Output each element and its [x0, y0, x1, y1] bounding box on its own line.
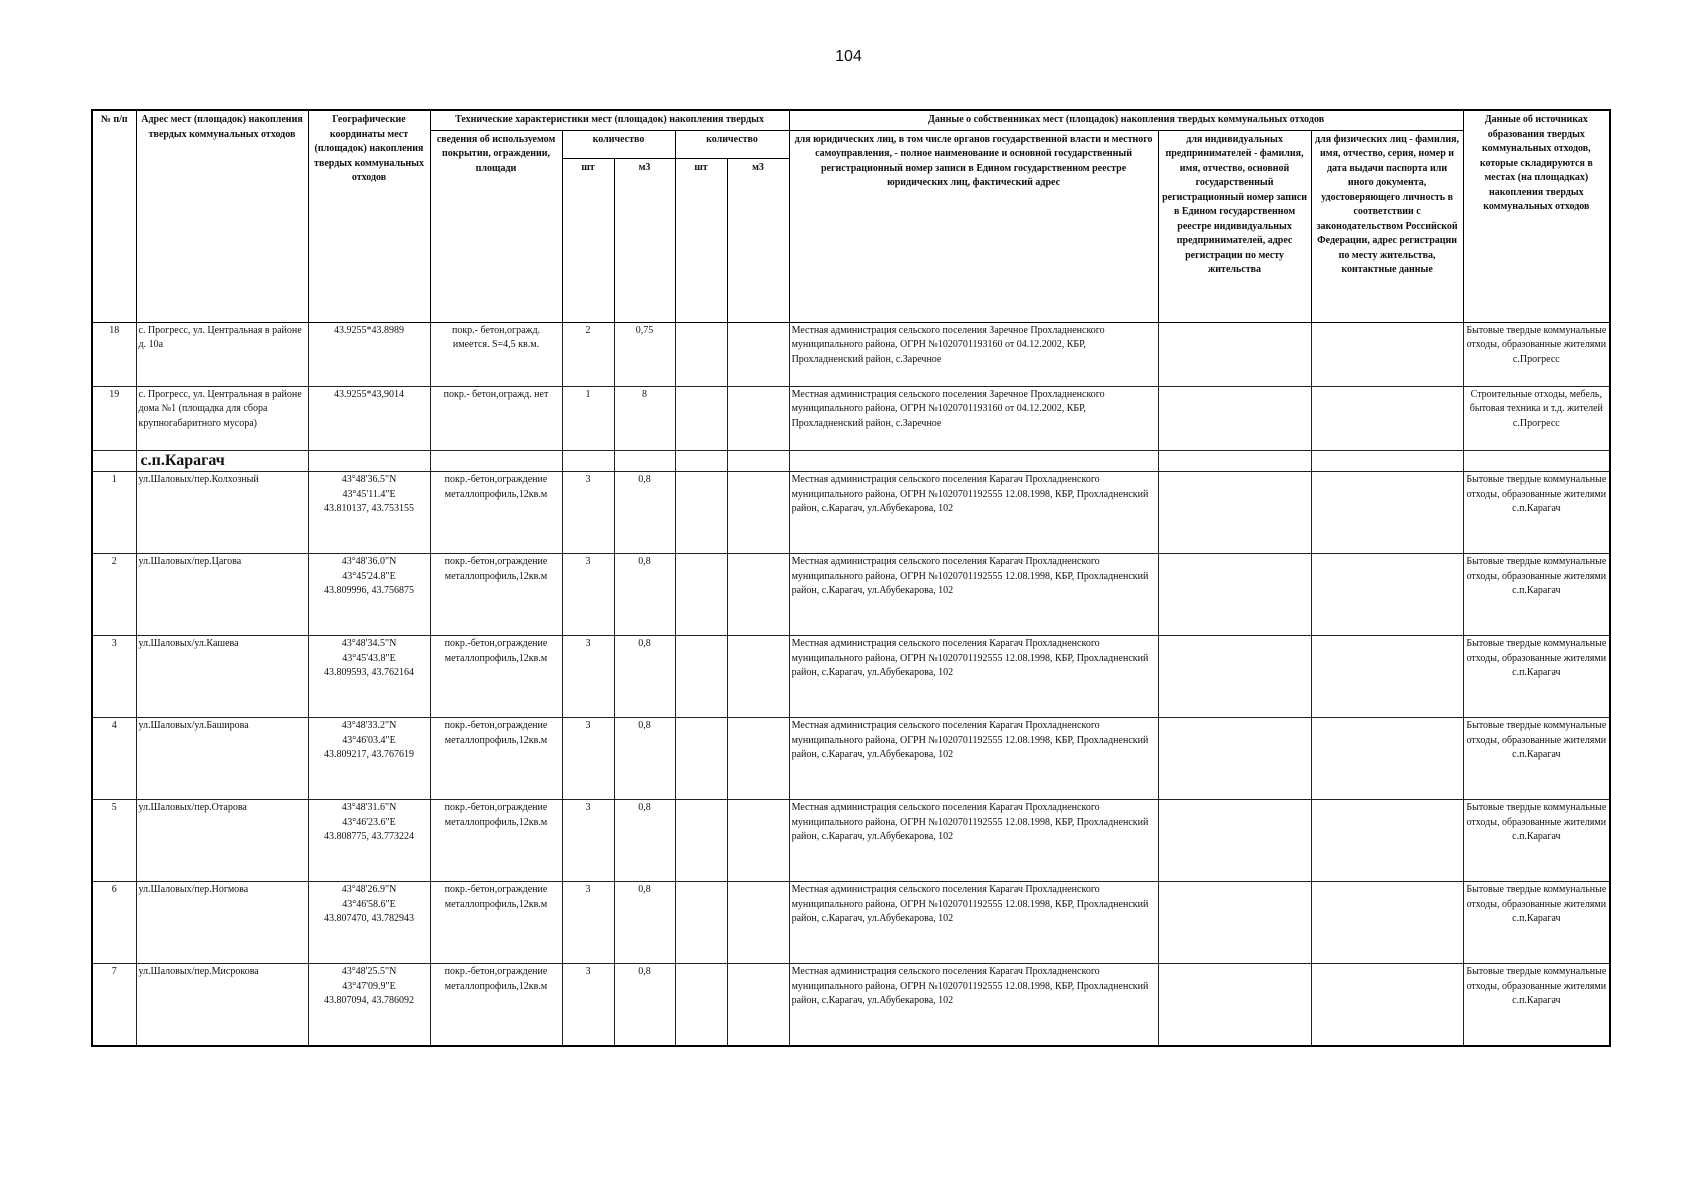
cell-geo: [308, 554, 430, 636]
geo-line: 43°48'34.5"N: [341, 638, 397, 649]
cell-address: ул.Шаловых/пер.Цагова: [136, 554, 308, 636]
cell-num: 19: [92, 386, 136, 450]
cell-source: Бытовые твердые коммунальные отходы, образованные жителями с.п.Карагач: [1463, 882, 1610, 964]
cell-pcs-planned: [675, 386, 727, 450]
cell-owner-person: [1311, 472, 1463, 554]
cell-m3: 0,8: [614, 718, 675, 800]
cell-source: Бытовые твердые коммунальные отходы, образованные жителями с.п.Карагач: [1463, 964, 1610, 1047]
cell-m3-planned: [727, 386, 789, 450]
cell-owner-legal: Местная администрация сельского поселения Заречное Прохладненского муниципального района, ОГРН №1020701193160 от 04.12.2002, КБР, Прохладненский район, с.Заречное: [789, 386, 1158, 450]
geo-line: 43°46'03.4"E: [342, 734, 396, 746]
cell-pcs: 3: [562, 554, 614, 636]
geo-line: 43°48'26.9"N: [341, 884, 397, 895]
cell-owner-ie: [1158, 322, 1311, 386]
cell-owner-ie: [1158, 800, 1311, 882]
cell-source: Бытовые твердые коммунальные отходы, образованные жителями с.п.Карагач: [1463, 472, 1610, 554]
geo-line: 43°48'36.5"N: [341, 474, 397, 485]
cell-source: Бытовые твердые коммунальные отходы, образованные жителями с.п.Карагач: [1463, 636, 1610, 718]
cell-num: 2: [92, 554, 136, 636]
cell-pcs: 3: [562, 472, 614, 554]
cell-owner-legal: Местная администрация сельского поселения Карагач Прохладненского муниципального района, ОГРН №1020701192555 12.08.1998, КБР, Прохладненский район, с.Карагач, ул.Абубекарова, 102: [789, 636, 1158, 718]
cell-owner-ie: [1158, 718, 1311, 800]
cell-pcs-planned: [675, 964, 727, 1047]
cell-owner-ie: [1158, 472, 1311, 554]
cell-m3: 0,8: [614, 636, 675, 718]
page-number: 104: [835, 48, 862, 65]
table-row: [92, 386, 1610, 450]
header-unit-m3: м3: [614, 158, 675, 322]
cell-m3: 0,8: [614, 554, 675, 636]
cell-address: ул.Шаловых/пер.Отарова: [136, 800, 308, 882]
cell-owner-legal: Местная администрация сельского поселения Карагач Прохладненского муниципального района, ОГРН №1020701192555 12.08.1998, КБР, Прохладненский район, с.Карагач, ул.Абубекарова, 102: [789, 800, 1158, 882]
geo-line: 43°45'43.8"E: [342, 652, 396, 664]
header-tech-cover: сведения об используемом покрытии, ограждении, площади: [430, 130, 562, 322]
header-geo: Географические координаты мест (площадок) накопления твердых коммунальных отходов: [308, 110, 430, 322]
cell-owner-legal: Местная администрация сельского поселения Карагач Прохладненского муниципального района, ОГРН №1020701192555 12.08.1998, КБР, Прохладненский район, с.Карагач, ул.Абубекарова, 102: [789, 882, 1158, 964]
cell-owner-person: [1311, 554, 1463, 636]
cell-geo: [308, 882, 430, 964]
header-num: № п/п: [92, 110, 136, 322]
cell-pcs-planned: [675, 636, 727, 718]
cell-owner-person: [1311, 800, 1463, 882]
cell-geo: [308, 636, 430, 718]
karagach-rows: [92, 472, 1610, 1047]
cell-m3-planned: [727, 554, 789, 636]
geo-line: 43°48'36.0"N: [341, 556, 397, 567]
header-qty-planned: количество: [675, 130, 789, 158]
cell-m3: 0,8: [614, 472, 675, 554]
cell-geo: 43.9255*43.8989: [308, 322, 430, 386]
geo-line: 43°46'23.6"E: [342, 816, 396, 828]
geo-line: 43.809593, 43.762164: [324, 667, 414, 678]
cell-pcs-planned: [675, 554, 727, 636]
header-qty-placed: количество: [562, 130, 675, 158]
cell-pcs: 3: [562, 636, 614, 718]
cell-address: ул.Шаловых/пер.Ногмова: [136, 882, 308, 964]
cell-owner-legal: Местная администрация сельского поселения Карагач Прохладненского муниципального района, ОГРН №1020701192555 12.08.1998, КБР, Прохладненский район, с.Карагач, ул.Абубекарова, 102: [789, 718, 1158, 800]
cell-pcs-planned: [675, 472, 727, 554]
geo-line: 43.807094, 43.786092: [324, 995, 414, 1006]
cell-pcs: 3: [562, 882, 614, 964]
geo-line: 43°45'24.8"E: [342, 570, 396, 582]
header-owners-ie: для индивидуальных предпринимателей - фамилия, имя, отчество, основной государственный регистрационный номер записи в Едином государственном реестре индивидуальных предпринимателей, адрес регистрации по месту жительства: [1158, 130, 1311, 322]
cell-num: 1: [92, 472, 136, 554]
cell-pcs: 3: [562, 964, 614, 1047]
cell-source: Бытовые твердые коммунальные отходы, образованные жителями с.п.Карагач: [1463, 800, 1610, 882]
cell-m3-planned: [727, 636, 789, 718]
section-title: с.п.Карагач: [140, 451, 225, 469]
table-row: [92, 718, 1610, 800]
cell-owner-person: [1311, 964, 1463, 1047]
cell-owner-legal: Местная администрация сельского поселения Карагач Прохладненского муниципального района, ОГРН №1020701192555 12.08.1998, КБР, Прохладненский район, с.Карагач, ул.Абубекарова, 102: [789, 554, 1158, 636]
geo-line: 43.807470, 43.782943: [324, 913, 414, 924]
cell-m3-planned: [727, 472, 789, 554]
header-owners: Данные о собственниках мест (площадок) накопления твердых коммунальных отходов: [789, 110, 1463, 130]
cell-m3: 0,8: [614, 800, 675, 882]
cell-pcs: 2: [562, 322, 614, 386]
table-row: [92, 554, 1610, 636]
cell-owner-legal: Местная администрация сельского поселения Заречное Прохладненского муниципального района, ОГРН №1020701193160 от 04.12.2002, КБР, Прохладненский район, с.Заречное: [789, 322, 1158, 386]
header-unit-pcs-planned: шт: [675, 158, 727, 322]
cell-owner-ie: [1158, 386, 1311, 450]
cell-pcs-planned: [675, 800, 727, 882]
cell-m3-planned: [727, 322, 789, 386]
cell-owner-ie: [1158, 882, 1311, 964]
cell-m3-planned: [727, 800, 789, 882]
cell-cover: покр.- бетон,огражд. имеется. S=4,5 кв.м.: [430, 322, 562, 386]
cell-m3: 0,8: [614, 964, 675, 1047]
cell-address: ул.Шаловых/ул.Баширова: [136, 718, 308, 800]
cell-num: 6: [92, 882, 136, 964]
cell-num: 18: [92, 322, 136, 386]
cell-pcs-planned: [675, 322, 727, 386]
geo-line: 43.809996, 43.756875: [324, 585, 414, 596]
waste-sites-table: [91, 109, 1611, 1047]
cell-m3: 8: [614, 386, 675, 450]
geo-line: 43.808775, 43.773224: [324, 831, 414, 842]
cell-source: Строительные отходы, мебель, бытовая техника и т.д. жителей с.Прогресс: [1463, 386, 1610, 450]
header-unit-m3-planned: м3: [727, 158, 789, 322]
table-row: [92, 636, 1610, 718]
table-row: [92, 964, 1610, 1047]
table-header: [92, 110, 1610, 322]
cell-num: 5: [92, 800, 136, 882]
cell-address: с. Прогресс, ул. Центральная в районе дома №1 (площадка для сбора крупногабаритного мусора): [136, 386, 308, 450]
cell-address: ул.Шаловых/ул.Кашева: [136, 636, 308, 718]
cell-source: Бытовые твердые коммунальные отходы, образованные жителями с.п.Карагач: [1463, 718, 1610, 800]
cell-address: ул.Шаловых/пер.Мисрокова: [136, 964, 308, 1047]
cell-num: 4: [92, 718, 136, 800]
section-row: [92, 450, 1610, 472]
cell-pcs: 3: [562, 800, 614, 882]
cell-owner-person: [1311, 718, 1463, 800]
geo-line: 43.809217, 43.767619: [324, 749, 414, 760]
cell-m3-planned: [727, 882, 789, 964]
cell-cover: покр.-бетон,ограждение металлопрофиль,12кв.м: [430, 882, 562, 964]
cell-owner-person: [1311, 882, 1463, 964]
header-owners-legal: для юридических лиц, в том числе органов государственной власти и местного самоуправления, - полное наименование и основной государственный регистрационный номер записи в Едином государственном реестре юридических лиц, фактический адрес: [789, 130, 1158, 322]
cell-pcs-planned: [675, 718, 727, 800]
cell-m3-planned: [727, 718, 789, 800]
cell-pcs: 3: [562, 718, 614, 800]
cell-source: Бытовые твердые коммунальные отходы, образованные жителями с.Прогресс: [1463, 322, 1610, 386]
cell-m3-planned: [727, 964, 789, 1047]
geo-line: 43°48'31.6"N: [341, 802, 397, 813]
cell-cover: покр.-бетон,ограждение металлопрофиль,12кв.м: [430, 718, 562, 800]
cell-owner-legal: Местная администрация сельского поселения Карагач Прохладненского муниципального района, ОГРН №1020701192555 12.08.1998, КБР, Прохладненский район, с.Карагач, ул.Абубекарова, 102: [789, 964, 1158, 1047]
header-address: Адрес мест (площадок) накопления твердых коммунальных отходов: [136, 110, 308, 322]
header-tech: Технические характеристики мест (площадок) накопления твердых: [430, 110, 789, 130]
cell-cover: покр.-бетон,ограждение металлопрофиль,12кв.м: [430, 964, 562, 1047]
cell-geo: [308, 964, 430, 1047]
cell-m3: 0,75: [614, 322, 675, 386]
cell-geo: 43.9255*43,9014: [308, 386, 430, 450]
cell-cover: покр.-бетон,ограждение металлопрофиль,12кв.м: [430, 636, 562, 718]
table-row: [92, 882, 1610, 964]
cell-owner-person: [1311, 636, 1463, 718]
cell-address: с. Прогресс, ул. Центральная в районе д. 10а: [136, 322, 308, 386]
cell-pcs-planned: [675, 882, 727, 964]
cell-cover: покр.-бетон,ограждение металлопрофиль,12кв.м: [430, 554, 562, 636]
table-row: [92, 322, 1610, 386]
cell-num: 3: [92, 636, 136, 718]
cell-owner-person: [1311, 386, 1463, 450]
cell-geo: [308, 800, 430, 882]
cell-geo: [308, 718, 430, 800]
cell-pcs: 1: [562, 386, 614, 450]
cell-owner-ie: [1158, 964, 1311, 1047]
cell-owner-person: [1311, 322, 1463, 386]
geo-line: 43.810137, 43.753155: [324, 503, 414, 514]
cell-geo: [308, 472, 430, 554]
table-row: [92, 472, 1610, 554]
geo-line: 43°47'09.9"E: [342, 980, 396, 992]
geo-line: 43°45'11.4"E: [342, 488, 396, 500]
cell-address: ул.Шаловых/пер.Колхозный: [136, 472, 308, 554]
geo-line: 43°48'33.2"N: [341, 720, 397, 731]
header-owners-person: для физических лиц - фамилия, имя, отчество, серия, номер и дата выдачи паспорта или иного документа, удостоверяющего личность в соответствии с законодательством Российской Федерации, адрес регистрации по месту жительства, контактные данные: [1311, 130, 1463, 322]
cell-cover: покр.- бетон,огражд. нет: [430, 386, 562, 450]
cell-cover: покр.-бетон,ограждение металлопрофиль,12кв.м: [430, 800, 562, 882]
header-sources: Данные об источниках образования твердых коммунальных отходов, которые складируются в местах (на площадках) накопления твердых коммунальных отходов: [1463, 110, 1610, 322]
cell-num: 7: [92, 964, 136, 1047]
cell-source: Бытовые твердые коммунальные отходы, образованные жителями с.п.Карагач: [1463, 554, 1610, 636]
cell-cover: покр.-бетон,ограждение металлопрофиль,12кв.м: [430, 472, 562, 554]
header-unit-pcs: шт: [562, 158, 614, 322]
geo-line: 43°46'58.6"E: [342, 898, 396, 910]
cell-owner-ie: [1158, 636, 1311, 718]
table-row: [92, 800, 1610, 882]
cell-owner-ie: [1158, 554, 1311, 636]
cell-m3: 0,8: [614, 882, 675, 964]
geo-line: 43°48'25.5"N: [341, 966, 397, 977]
cell-owner-legal: Местная администрация сельского поселения Карагач Прохладненского муниципального района, ОГРН №1020701192555 12.08.1998, КБР, Прохладненский район, с.Карагач, ул.Абубекарова, 102: [789, 472, 1158, 554]
